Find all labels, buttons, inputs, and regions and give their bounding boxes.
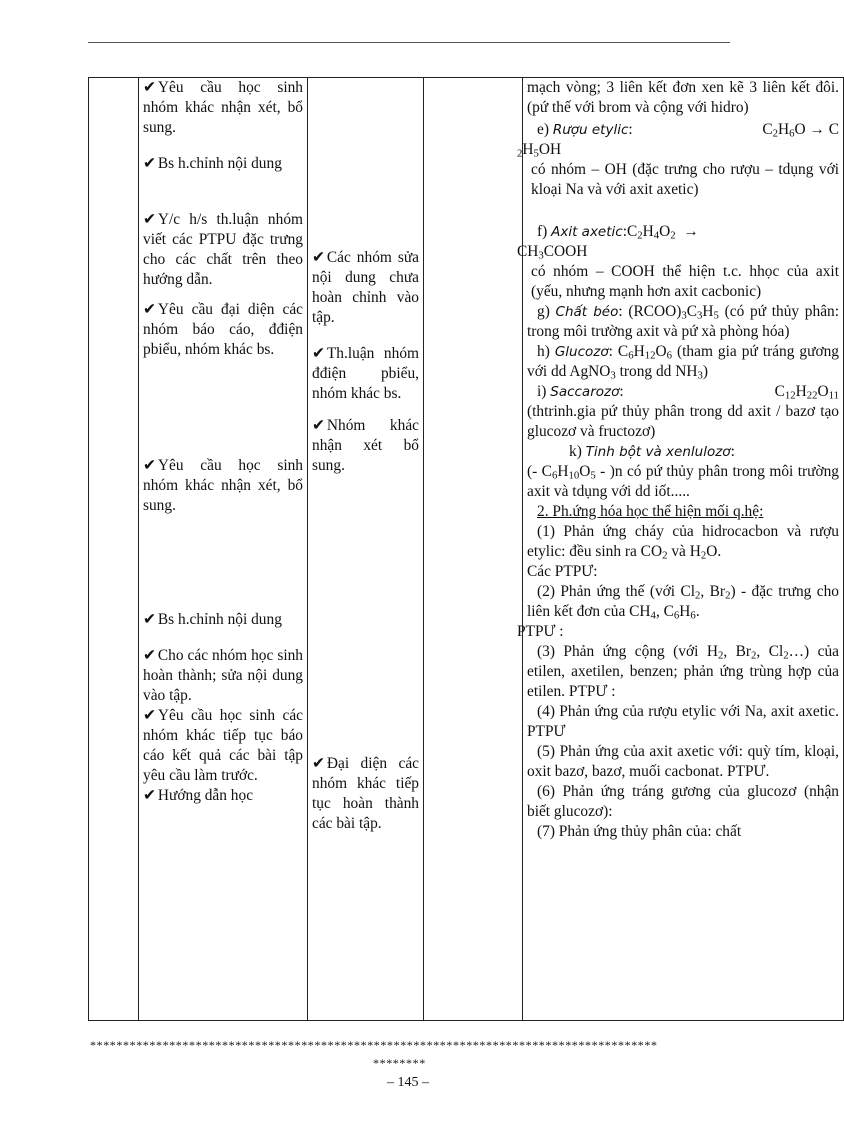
teacher-activity-item	[143, 456, 303, 516]
content-item-i-desc: (thtrinh.gia pứ thủy phân trong dd axit / bazơ tạo glucozơ và fructozơ)	[527, 403, 839, 440]
reaction-6: (6) Phản ứng tráng gương của glucozơ (nhận biết glucozơ):	[527, 783, 839, 820]
footer-stars-short: ********	[373, 1056, 426, 1070]
teacher-activity-item	[143, 210, 303, 290]
checkmark-icon: ✔	[312, 345, 325, 362]
student-activity-item	[312, 344, 419, 404]
student-activity-text: Nhóm khác nhận xét bổ sung.	[312, 417, 419, 474]
content-item-f: f) Axit $axetic:C_2H_4O_2$ → $CH_3COOH$	[517, 223, 699, 262]
reaction-ptpu-label: Các PTPƯ:	[527, 563, 598, 580]
student-activity-text: Các nhóm sửa nội dung chưa hoàn chỉnh vào tập.	[312, 249, 419, 326]
content-item-k: k) Tinh bột và xenlulozơ:	[569, 443, 735, 460]
content-item-i: i) Saccarozơ: $C_{12}H_{22}O_{11}$	[537, 383, 839, 402]
teacher-activity-text: Yêu cầu học sinh nhóm khác nhận xét, bổ sung.	[143, 457, 303, 514]
teacher-activity-text: Yêu cầu đại diện các nhóm báo cáo, đđiện pbiểu, nhóm khác bs.	[143, 301, 303, 358]
header-rule	[88, 42, 730, 43]
content-item-k-desc: (- $C_6H_{10}O_5 - )n$ có pứ thủy phân trong môi trường axit và tdụng với dd iốt.....	[527, 463, 839, 500]
teacher-activity-text: Hướng dẫn học	[157, 787, 254, 804]
checkmark-icon: ✔	[143, 707, 156, 724]
reaction-2: (2) Phản ứng thế (với $Cl_2$, $Br_2$) - đặc trưng cho liên kết đơn của $CH_4$, $C_6H_6$. PTPƯ :	[517, 583, 840, 640]
teacher-activity-item	[143, 300, 303, 360]
checkmark-icon: ✔	[143, 301, 156, 318]
checkmark-icon: ✔	[312, 417, 325, 434]
reaction-1: (1) Phản ứng cháy của hidrocacbon và rượu etylic: đều sinh ra $CO_2$ và $H_2O$.	[527, 523, 839, 562]
teacher-activity-text: Y/c h/s th.luận nhóm viết các PTPU đặc trưng cho các chất trên theo hướng dẫn.	[143, 211, 303, 288]
reaction-7: (7) Phản ứng thủy phân của: chất	[537, 823, 742, 840]
student-activity-item	[312, 248, 419, 328]
student-activity-text: Đại diện các nhóm khác tiếp tục hoàn thành các bài tập.	[312, 755, 419, 832]
student-activity-column	[308, 78, 424, 1021]
checkmark-icon: ✔	[143, 647, 156, 664]
checkmark-icon: ✔	[143, 155, 156, 172]
teacher-activity-item	[143, 706, 303, 786]
checkmark-icon: ✔	[143, 79, 156, 96]
student-activity-text: Th.luận nhóm đđiện pbiểu, nhóm khác bs.	[312, 345, 419, 402]
teacher-activity-item	[143, 646, 303, 706]
teacher-activity-text: Yêu cầu học sinh nhóm khác nhận xét, bổ sung.	[143, 79, 303, 136]
student-activity-item	[312, 416, 419, 476]
checkmark-icon: ✔	[143, 787, 156, 804]
teacher-activity-item	[143, 154, 303, 174]
teacher-activity-item	[143, 78, 303, 138]
checkmark-icon: ✔	[312, 755, 325, 772]
content-column	[517, 78, 844, 1021]
reaction-4: (4) Phản ứng của rượu etylic với Na, axit axetic. PTPƯ	[527, 703, 839, 740]
content-item-f-desc: có nhóm – COOH thể hiện t.c. hhọc của axit (yếu, nhưng mạnh hơn axit cacbonic)	[531, 263, 839, 300]
teacher-activity-text: Yêu cầu học sinh các nhóm khác tiếp tục báo cáo kết quả các bài tập yêu cầu làm trước.	[143, 707, 303, 784]
footer-stars-line: **************************************************************************************	[90, 1038, 658, 1052]
content-item-g: g) Chất béo: $(RCOO)_3C_3H_5$ (có pứ thủy phân: trong môi trường axit và pứ xà phòng hóa)	[527, 303, 839, 340]
checkmark-icon: ✔	[143, 457, 156, 474]
empty-column	[424, 78, 523, 1021]
stt-column	[89, 78, 139, 1021]
checkmark-icon: ✔	[143, 211, 156, 228]
page-number: – 145 –	[387, 1075, 429, 1090]
teacher-activity-item	[143, 610, 303, 630]
lesson-table	[88, 77, 844, 1021]
student-activity-item	[312, 754, 419, 834]
teacher-activity-item	[143, 786, 303, 806]
reaction-3: (3) Phản ứng cộng (với $H_2$, $Br_2$, $Cl_2\dots$) của etilen, axetilen, benzen; phản ứng trùng hợp của etilen. PTPƯ :	[527, 643, 839, 700]
content-item-e-desc: có nhóm – OH (đặc trưng cho rượu – tdụng với kloại Na và với axit axetic)	[531, 161, 839, 198]
content-para-ring: mạch vòng; 3 liên kết đơn xen kẽ 3 liên kết đôi. (pứ thế với brom và cộng với hidro)	[527, 79, 839, 116]
content-item-h: h) Glucozơ: $C_6H_{12}O_6$ (tham gia pứ tráng gương với dd AgNO$_3$ trong dd $NH_3$)	[527, 343, 839, 382]
teacher-activity-column	[139, 78, 308, 1021]
section-2-title: 2. Ph.ứng hóa học thể hiện mối q.hệ:	[537, 503, 764, 520]
teacher-activity-text: Cho các nhóm học sinh hoàn thành; sửa nội dung vào tập.	[143, 647, 303, 704]
content-item-e: e) Rượu etylic: $C_2H_6O \to C$ $_2H_5OH$	[517, 121, 839, 160]
teacher-activity-text: Bs h.chỉnh nội dung	[157, 155, 282, 172]
reaction-5: (5) Phản ứng của axit axetic với: quỳ tím, kloại, oxit bazơ, bazơ, muối cacbonat. PTPƯ.	[527, 743, 839, 780]
teacher-activity-text: Bs h.chỉnh nội dung	[157, 611, 282, 628]
checkmark-icon: ✔	[312, 249, 325, 266]
checkmark-icon: ✔	[143, 611, 156, 628]
